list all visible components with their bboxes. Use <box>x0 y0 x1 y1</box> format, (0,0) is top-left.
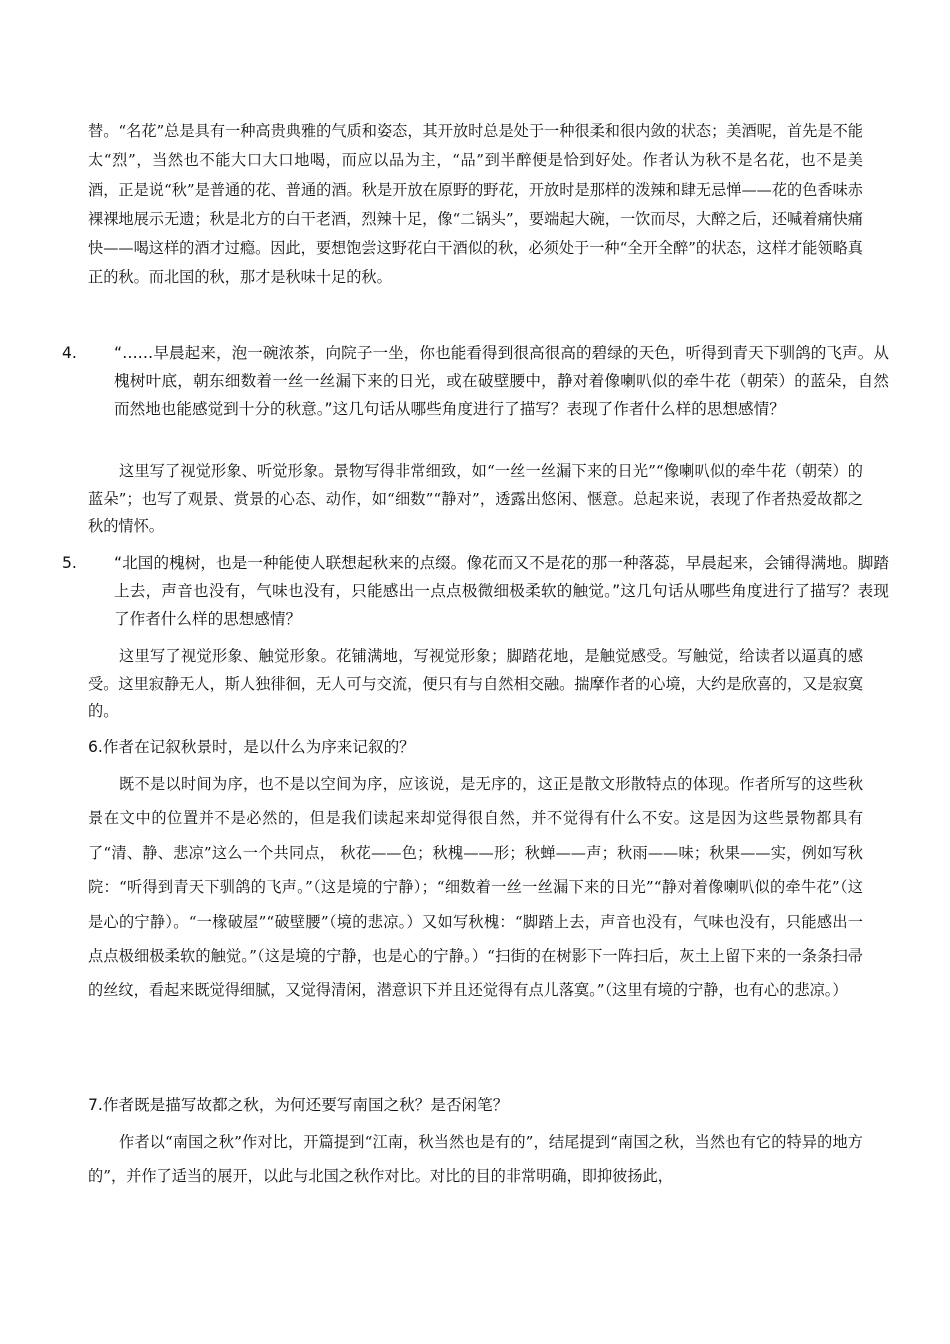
answer-4: 这里写了视觉形象、听觉形象。景物写得非常细致，如“一丝一丝漏下来的日光”“像喇叭似的牵牛花（朝荣）的蓝朵”；也写了观景、赏景的心态、动作，如“细数”“静对”，透露出悠闲、惬意。总起来说，表现了作者热爱故都之秋的情怀。 <box>88 462 863 535</box>
question-4-number: 4. <box>62 344 77 362</box>
question-4 <box>62 339 889 424</box>
question-7-number: 7. <box>88 1096 103 1114</box>
question-4-text: “……早晨起来，泡一碗浓茶，向院子一坐，你也能看得到很高很高的碧绿的天色，听得到青天下驯鸽的飞声。从槐树叶底，朝东细数着一丝一丝漏下来的日光，或在破壁腰中，静对着像喇叭似的牵牛花（朝荣）的蓝朵，自然而然地也能感觉到十分的秋意。”这几句话从哪些角度进行了描写？表现了作者什么样的思想感情？ <box>114 344 889 419</box>
question-5-text: “北国的槐树，也是一种能使人联想起秋来的点缀。像花而又不是花的那一种落蕊，早晨起来，会铺得满地。脚踏上去，声音也没有，气味也没有，只能感出一点点极微细极柔软的触觉。”这几句话从哪些角度进行了描写？表现了作者什么样的思想感情？ <box>114 554 889 629</box>
answer-6: 既不是以时间为序，也不是以空间为序，应该说，是无序的，这正是散文形散特点的体现。作者所写的这些秋景在文中的位置并不是必然的，但是我们读起来却觉得很自然，并不觉得有什么不安。这是因为这些景物都具有了“清、静、悲凉”这么一个共同点， 秋花——色；秋槐——形；秋蝉——声；秋雨——味；秋果——实，例如写秋院：“听得到青天下驯鸽的飞声。”（这是境的宁静）；“细数着一丝一丝漏下来的日光”“静对着像喇叭似的牵牛花”（这是心的宁静）。“一椽破屋”“破壁腰”（境的悲凉。）又如写秋槐：“脚踏上去，声音也没有，气味也没有，只能感出一点点极细极柔软的触觉。”（这是境的宁静，也是心的宁静。）“扫街的在树影下一阵扫后，灰土上留下来的一条条扫帚的丝纹，看起来既觉得细腻，又觉得清闲，潜意识下并且还觉得有点儿落寞。”（这里有境的宁静，也有心的悲凉。） <box>88 775 863 1000</box>
question-6-text: 作者在记叙秋景时，是以什么为序来记叙的？ <box>102 738 415 756</box>
answer-5: 这里写了视觉形象、触觉形象。花铺满地，写视觉形象；脚踏花地，是触觉感受。写触觉，给读者以逼真的感受。这里寂静无人，斯人独徘徊，无人可与交流，便只有与自然相交融。揣摩作者的心境，大约是欣喜的，又是寂寞的。 <box>88 647 863 720</box>
question-5-number: 5. <box>62 554 77 572</box>
question-6 <box>88 733 863 761</box>
question-7-text: 作者既是描写故都之秋，为何还要写南国之秋？是否闲笔？ <box>102 1096 509 1114</box>
question-7 <box>88 1091 863 1119</box>
answer-3-continuation: 替。“名花”总是具有一种高贵典雅的气质和姿态，其开放时总是处于一种很柔和很内敛的状态；美酒呢，首先是不能太“烈”，当然也不能大口大口地喝，而应以品为主，“品”到半醉便是恰到好处。作者认为秋不是名花，也不是美酒，正是说“秋”是普通的花、普通的酒。秋是开放在原野的野花，开放时是那样的泼辣和肆无忌惮——花的色香味赤裸裸地展示无遗；秋是北方的白干老酒，烈辣十足，像“二锅头”，要端起大碗，一饮而尽，大醉之后，还喊着痛快痛快——喝这样的酒才过瘾。因此，要想饱尝这野花白干酒似的秋，必须处于一种“全开全醉”的状态，这样才能领略真正的秋。而北国的秋，那才是秋味十足的秋。 <box>88 122 863 287</box>
question-5 <box>62 549 889 634</box>
question-6-number: 6. <box>88 738 103 756</box>
answer-7: 作者以“南国之秋”作对比，开篇提到“江南，秋当然也是有的”，结尾提到“南国之秋，当然也有它的特异的地方的”，并作了适当的展开，以此与北国之秋作对比。对比的目的非常明确，即抑彼扬此， <box>88 1133 863 1186</box>
